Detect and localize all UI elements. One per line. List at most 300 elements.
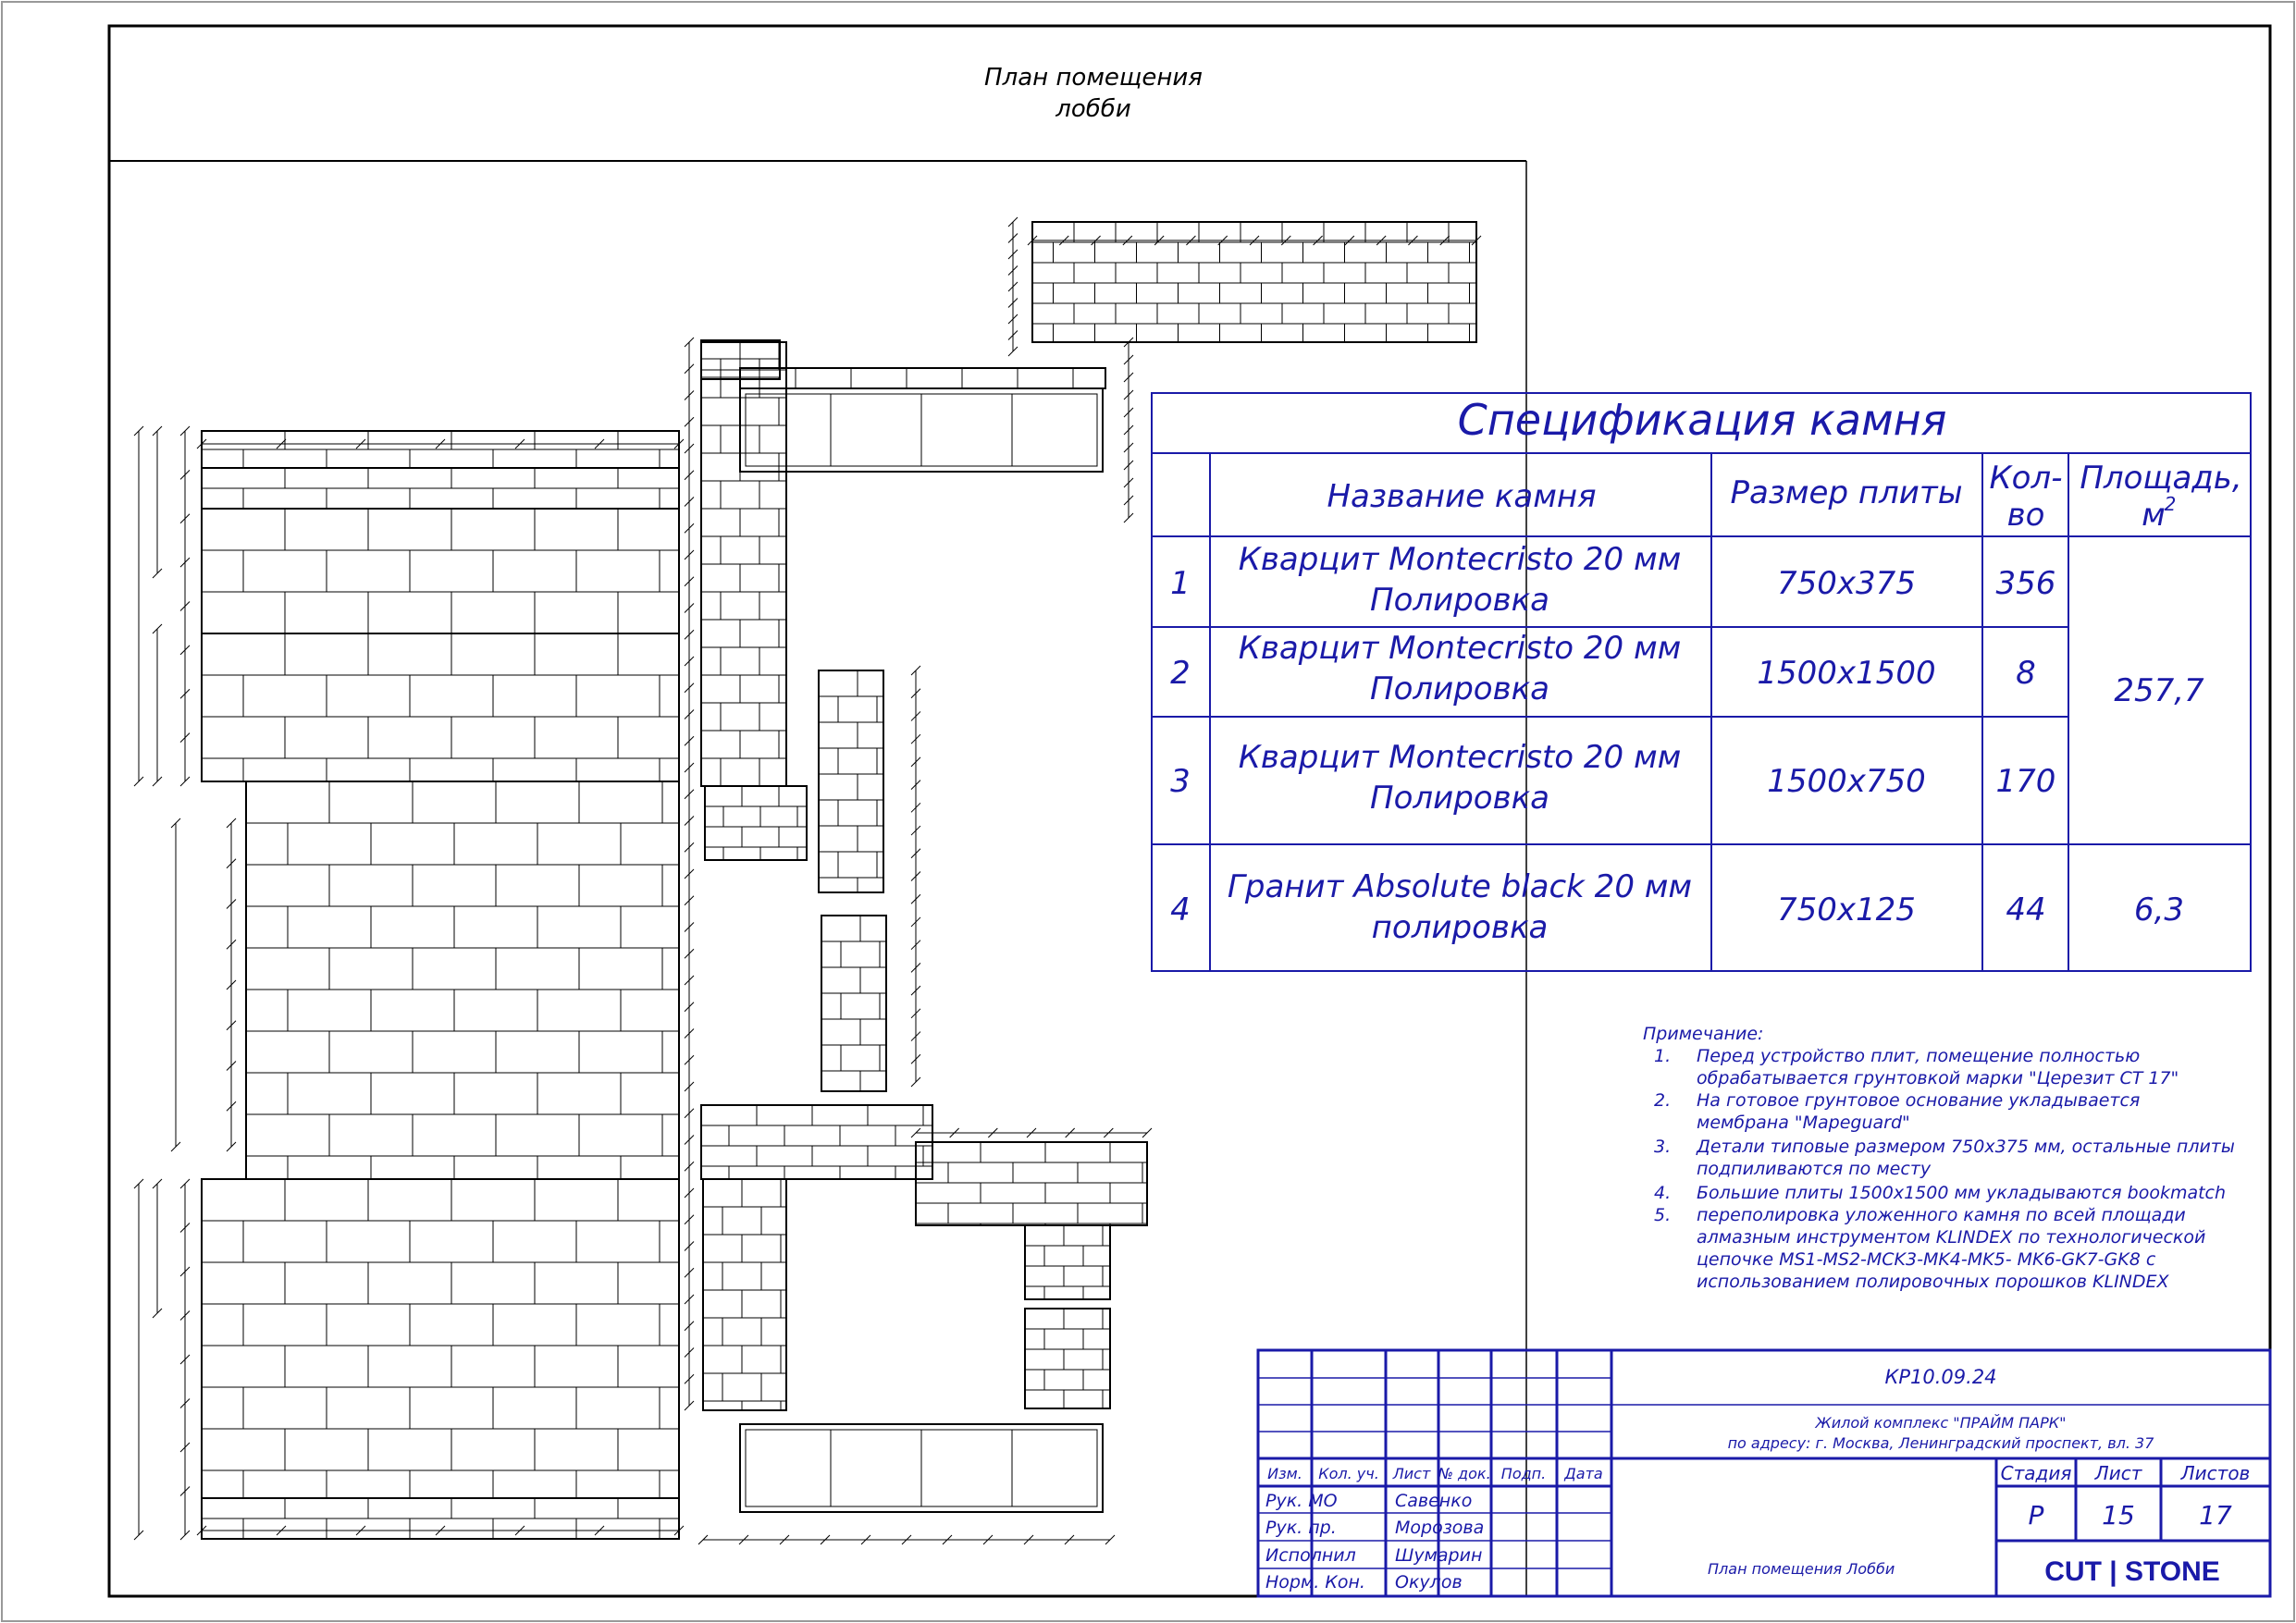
tile-228 — [779, 620, 786, 647]
tile-158 — [285, 1346, 368, 1387]
tile-457 — [1116, 303, 1157, 324]
tile-353 — [916, 1183, 981, 1203]
tile-286 — [860, 967, 886, 993]
tile-70 — [660, 758, 679, 781]
tile-89 — [246, 906, 288, 948]
tb-col-podp: Подп. — [1500, 1465, 1547, 1482]
tile-462 — [1324, 303, 1365, 324]
tile-433 — [1074, 263, 1116, 283]
tile-424 — [1179, 242, 1220, 263]
tile-475 — [1387, 324, 1428, 342]
note2-line1: На готовое грунтовое основание укладывается — [1697, 1090, 2141, 1111]
tile-288 — [841, 993, 880, 1019]
tile-421 — [1054, 242, 1095, 263]
tile-239 — [740, 731, 779, 758]
note1-line2: обрабатывается грунтовкой марки "Церезит CT 17" — [1697, 1068, 2179, 1088]
tile-51 — [202, 675, 243, 717]
tile-219 — [759, 536, 786, 564]
tile-213 — [759, 481, 786, 509]
note3-line1: Детали типовые размером 750х375 мм, остальные плиты — [1697, 1137, 2235, 1157]
tile-71 — [246, 781, 329, 823]
tile-322 — [761, 1207, 786, 1235]
tile-297 — [701, 1105, 757, 1125]
tile-101 — [246, 990, 288, 1031]
lower-right-2-outline — [1025, 1309, 1110, 1408]
note5-line2: алмазным инструментом KLINDEX по технологической — [1697, 1227, 2206, 1248]
tile-265 — [819, 748, 838, 774]
tile-410 — [1074, 222, 1116, 242]
tile-344 — [916, 1142, 981, 1162]
tile-121 — [413, 1114, 496, 1156]
tile-264 — [858, 722, 883, 748]
tile-182 — [660, 1470, 679, 1498]
spec-row4-name-2: полировка — [1371, 909, 1549, 946]
tile-405 — [907, 368, 962, 388]
tile-328 — [761, 1262, 786, 1290]
tile-427 — [1303, 242, 1345, 263]
tile-72 — [329, 781, 413, 823]
tile-152 — [327, 1304, 410, 1346]
tile-464 — [1407, 303, 1449, 324]
tile-250 — [797, 806, 807, 827]
tile-270 — [819, 800, 838, 826]
tile-294 — [880, 1045, 886, 1071]
tile-148 — [535, 1262, 618, 1304]
tile-259 — [858, 670, 883, 696]
spec-row2-qty: 8 — [2016, 655, 2036, 692]
tile-376 — [1044, 1286, 1083, 1299]
tile-465 — [1449, 303, 1476, 324]
tile-21 — [327, 488, 410, 509]
spec-header-qty-2: во — [2006, 497, 2045, 534]
tile-316 — [895, 1166, 932, 1179]
tile-375 — [1025, 1286, 1044, 1299]
tile-275 — [819, 852, 838, 878]
tile-33 — [243, 550, 327, 592]
tile-172 — [368, 1429, 451, 1470]
tile-8 — [327, 449, 410, 468]
tile-474 — [1345, 324, 1387, 342]
tile-28 — [368, 509, 451, 550]
tile-452 — [1387, 283, 1428, 303]
tile-387 — [1025, 1370, 1044, 1390]
tile-314 — [784, 1166, 840, 1179]
tb-col-doc: № док. — [1438, 1465, 1491, 1482]
plan-title-line2: лобби — [1055, 95, 1131, 123]
tile-287 — [821, 993, 841, 1019]
tile-296 — [860, 1071, 886, 1091]
tile-180 — [493, 1470, 576, 1498]
spec-header-qty-1: Кол- — [1989, 460, 2063, 497]
tile-299 — [812, 1105, 868, 1125]
tile-383 — [1083, 1329, 1110, 1349]
tile-173 — [451, 1429, 535, 1470]
tile-379 — [1064, 1309, 1103, 1329]
tile-161 — [535, 1346, 618, 1387]
tile-371 — [1083, 1246, 1110, 1266]
tile-368 — [1103, 1225, 1110, 1246]
tile-429 — [1387, 242, 1428, 263]
tile-292 — [821, 1045, 841, 1071]
tile-279 — [858, 878, 883, 892]
tile-242 — [721, 758, 759, 786]
tile-390 — [1025, 1390, 1064, 1408]
tile-85 — [413, 865, 496, 906]
tile-300 — [868, 1105, 923, 1125]
tile-268 — [819, 774, 858, 800]
note4-line1: Большие плиты 1500х1500 мм укладываются bookmatch — [1697, 1183, 2227, 1203]
tile-223 — [701, 592, 721, 620]
hall-lower-outline — [202, 1179, 679, 1498]
tile-132 — [285, 1179, 368, 1221]
tile-155 — [576, 1304, 660, 1346]
tile-347 — [1110, 1142, 1147, 1162]
tile-443 — [1032, 283, 1054, 303]
tile-356 — [1110, 1183, 1147, 1203]
tile-176 — [202, 1470, 243, 1498]
tile-106 — [621, 990, 679, 1031]
tile-434 — [1116, 263, 1157, 283]
tile-68 — [493, 758, 576, 781]
tile-156 — [660, 1304, 679, 1346]
tile-167 — [493, 1387, 576, 1429]
tile-118 — [621, 1073, 679, 1114]
tile-381 — [1025, 1329, 1044, 1349]
tile-391 — [1064, 1390, 1103, 1408]
tile-211 — [701, 481, 721, 509]
tile-366 — [1025, 1225, 1064, 1246]
tile-338 — [703, 1373, 722, 1401]
tile-231 — [759, 647, 786, 675]
tile-76 — [662, 781, 679, 823]
tile-49 — [535, 633, 618, 675]
tile-109 — [413, 1031, 496, 1073]
tb-role-2: Рук. пр. — [1265, 1518, 1337, 1538]
tile-52 — [243, 675, 327, 717]
tile-153 — [410, 1304, 493, 1346]
tile-418 — [1407, 222, 1449, 242]
spec-title: Спецификация камня — [1457, 395, 1947, 445]
tile-42 — [451, 592, 535, 633]
spec-row1-name-1: Кварцит Montecristo 20 мм — [1238, 541, 1682, 578]
tile-323 — [703, 1235, 742, 1262]
tile-165 — [327, 1387, 410, 1429]
tile-199 — [701, 370, 721, 398]
tile-188 — [618, 1498, 679, 1518]
tile-99 — [579, 948, 662, 990]
tile-274 — [858, 826, 883, 852]
tile-202 — [701, 398, 740, 425]
tile-271 — [838, 800, 877, 826]
plan-title-line1: План помещения — [984, 64, 1203, 92]
tile-395 — [779, 340, 780, 359]
tile-210 — [779, 453, 786, 481]
tile-403 — [796, 368, 851, 388]
tile-160 — [451, 1346, 535, 1387]
tile-440 — [1365, 263, 1407, 283]
tile-15 — [368, 468, 451, 488]
tile-107 — [246, 1031, 329, 1073]
tile-318 — [742, 1179, 781, 1207]
tile-258 — [819, 670, 858, 696]
tile-329 — [703, 1290, 742, 1318]
tile-190 — [243, 1518, 327, 1539]
tile-233 — [740, 675, 779, 703]
tile-149 — [618, 1262, 679, 1304]
tile-208 — [701, 453, 740, 481]
tile-340 — [761, 1373, 786, 1401]
tile-285 — [821, 967, 860, 993]
tile-282 — [821, 941, 841, 967]
tile-312 — [701, 1166, 729, 1179]
tile-289 — [880, 993, 886, 1019]
hall-upper-2-outline — [202, 633, 679, 781]
tile-140 — [410, 1221, 493, 1262]
tile-38 — [660, 550, 679, 592]
spec-row4-area: 6,3 — [2133, 891, 2185, 928]
spec-row2-num: 2 — [1170, 655, 1191, 692]
tile-293 — [841, 1045, 880, 1071]
corridor-mid-upper-outline — [819, 670, 883, 892]
tile-36 — [493, 550, 576, 592]
tile-171 — [285, 1429, 368, 1470]
tile-43 — [535, 592, 618, 633]
tile-230 — [721, 647, 759, 675]
tile-446 — [1137, 283, 1179, 303]
tile-12 — [660, 449, 679, 468]
tile-473 — [1303, 324, 1345, 342]
tile-220 — [701, 564, 740, 592]
tile-248 — [723, 806, 760, 827]
tile-477 — [1470, 324, 1477, 342]
tile-179 — [410, 1470, 493, 1498]
spec-row2-size: 1500х1500 — [1757, 655, 1936, 692]
tile-392 — [1103, 1390, 1110, 1408]
tile-77 — [246, 823, 288, 865]
tb-sheet-label: Лист — [2094, 1462, 2142, 1484]
spec-header-area-2: м — [2142, 497, 2166, 534]
tile-24 — [576, 488, 660, 509]
tile-307 — [701, 1146, 757, 1166]
tile-276 — [838, 852, 877, 878]
tile-154 — [493, 1304, 576, 1346]
tile-470 — [1179, 324, 1220, 342]
tile-277 — [877, 852, 883, 878]
tile-130 — [621, 1156, 679, 1179]
tile-291 — [860, 1019, 886, 1045]
tb-col-kol: Кол. уч. — [1318, 1465, 1379, 1482]
tile-382 — [1044, 1329, 1083, 1349]
tile-232 — [701, 675, 740, 703]
tile-305 — [840, 1125, 895, 1146]
hall-middle-outline — [246, 781, 679, 1179]
tile-183 — [202, 1498, 285, 1518]
tile-437 — [1241, 263, 1282, 283]
tile-439 — [1324, 263, 1365, 283]
tile-423 — [1137, 242, 1179, 263]
tile-138 — [243, 1221, 327, 1262]
tile-453 — [1428, 283, 1470, 303]
spec-row4-qty: 44 — [2006, 891, 2046, 928]
tile-247 — [705, 806, 723, 827]
tile-438 — [1282, 263, 1324, 283]
tile-6 — [202, 449, 243, 468]
tile-401 — [779, 377, 780, 379]
tile-404 — [851, 368, 907, 388]
tile-95 — [246, 948, 329, 990]
tile-108 — [329, 1031, 413, 1073]
tile-244 — [705, 786, 742, 806]
tile-471 — [1220, 324, 1262, 342]
tile-39 — [202, 592, 285, 633]
note2-line2: мембрана "Mapeguard" — [1697, 1113, 1910, 1133]
tile-441 — [1407, 263, 1449, 283]
tb-col-list: Лист — [1392, 1465, 1431, 1482]
tile-184 — [285, 1498, 368, 1518]
tile-84 — [329, 865, 413, 906]
tile-278 — [819, 878, 858, 892]
tile-16 — [451, 468, 535, 488]
spec-area-merged: 257,7 — [2114, 672, 2204, 709]
tile-166 — [410, 1387, 493, 1429]
tile-67 — [410, 758, 493, 781]
tile-255 — [723, 847, 760, 860]
tile-426 — [1262, 242, 1303, 263]
tile-467 — [1054, 324, 1095, 342]
tile-56 — [576, 675, 660, 717]
tile-313 — [729, 1166, 784, 1179]
tile-246 — [779, 786, 807, 806]
tile-359 — [1013, 1203, 1078, 1223]
tile-327 — [722, 1262, 761, 1290]
tile-162 — [618, 1346, 679, 1387]
tile-430 — [1428, 242, 1470, 263]
tile-450 — [1303, 283, 1345, 303]
tile-146 — [368, 1262, 451, 1304]
tile-455 — [1032, 303, 1074, 324]
tile-216 — [779, 509, 786, 536]
tile-205 — [701, 425, 721, 453]
tile-425 — [1220, 242, 1262, 263]
tile-385 — [1064, 1349, 1103, 1370]
tile-175 — [618, 1429, 679, 1470]
tile-419 — [1449, 222, 1476, 242]
tile-411 — [1116, 222, 1157, 242]
tile-20 — [243, 488, 327, 509]
tile-257 — [797, 847, 807, 860]
tile-117 — [537, 1073, 621, 1114]
tile-454 — [1470, 283, 1477, 303]
spec-row3-num: 3 — [1170, 763, 1191, 800]
tile-131 — [202, 1179, 285, 1221]
tile-27 — [285, 509, 368, 550]
tile-186 — [451, 1498, 535, 1518]
spec-row3-name-2: Полировка — [1370, 780, 1549, 817]
tile-240 — [779, 731, 786, 758]
tile-137 — [202, 1221, 243, 1262]
tile-73 — [413, 781, 496, 823]
note1-line1: Перед устройство плит, помещение полностью — [1697, 1046, 2141, 1066]
tile-35 — [410, 550, 493, 592]
tile-78 — [288, 823, 371, 865]
spec-row3-size: 1500х750 — [1767, 763, 1926, 800]
tile-144 — [202, 1262, 285, 1304]
tile-456 — [1074, 303, 1116, 324]
tile-377 — [1083, 1286, 1110, 1299]
tile-351 — [1078, 1162, 1142, 1183]
tile-229 — [701, 647, 721, 675]
tb-sheet-title: План помещения Лобби — [1708, 1560, 1895, 1578]
tile-50 — [618, 633, 679, 675]
tile-88 — [662, 865, 679, 906]
tile-349 — [948, 1162, 1013, 1183]
tile-111 — [579, 1031, 662, 1073]
tile-468 — [1095, 324, 1137, 342]
tile-281 — [860, 916, 886, 941]
tile-96 — [329, 948, 413, 990]
tile-370 — [1044, 1246, 1083, 1266]
tile-447 — [1179, 283, 1220, 303]
tile-126 — [288, 1156, 371, 1179]
tile-44 — [618, 592, 679, 633]
tile-372 — [1025, 1266, 1064, 1286]
tile-105 — [537, 990, 621, 1031]
tile-369 — [1025, 1246, 1044, 1266]
tile-91 — [371, 906, 454, 948]
tile-26 — [202, 509, 285, 550]
tile-128 — [454, 1156, 537, 1179]
lower-left-outline — [703, 1179, 786, 1410]
tile-269 — [858, 774, 883, 800]
notes-header: Примечание: — [1643, 1024, 1764, 1044]
spec-row4-size: 750х125 — [1777, 891, 1916, 928]
tile-225 — [759, 592, 786, 620]
tile-47 — [368, 633, 451, 675]
tile-69 — [576, 758, 660, 781]
note5-line3: цепочке MS1-MS2-MCK3-MK4-MK5- MK6-GK7-GK8 с — [1697, 1249, 2156, 1270]
tile-324 — [742, 1235, 781, 1262]
tile-129 — [537, 1156, 621, 1179]
tile-252 — [742, 827, 779, 847]
tile-472 — [1262, 324, 1303, 342]
tb-col-date: Дата — [1564, 1465, 1603, 1482]
tile-4 — [535, 431, 618, 449]
hall-upper-outline — [202, 509, 679, 633]
note2-num: 2. — [1654, 1090, 1672, 1111]
tile-157 — [202, 1346, 285, 1387]
tile-14 — [285, 468, 368, 488]
tile-218 — [721, 536, 759, 564]
tile-119 — [246, 1114, 329, 1156]
tile-431 — [1470, 242, 1477, 263]
tile-185 — [368, 1498, 451, 1518]
tile-90 — [288, 906, 371, 948]
tile-298 — [757, 1105, 812, 1125]
tile-116 — [454, 1073, 537, 1114]
tile-177 — [243, 1470, 327, 1498]
tb-name-2: Морозова — [1395, 1518, 1485, 1538]
tile-25 — [660, 488, 679, 509]
tile-53 — [327, 675, 410, 717]
tile-226 — [701, 620, 740, 647]
tile-234 — [779, 675, 786, 703]
tile-32 — [202, 550, 243, 592]
tile-13 — [202, 468, 285, 488]
tile-407 — [1018, 368, 1073, 388]
tile-103 — [371, 990, 454, 1031]
note3-line2: подпиливаются по месту — [1697, 1159, 1932, 1179]
tile-63 — [618, 717, 679, 758]
